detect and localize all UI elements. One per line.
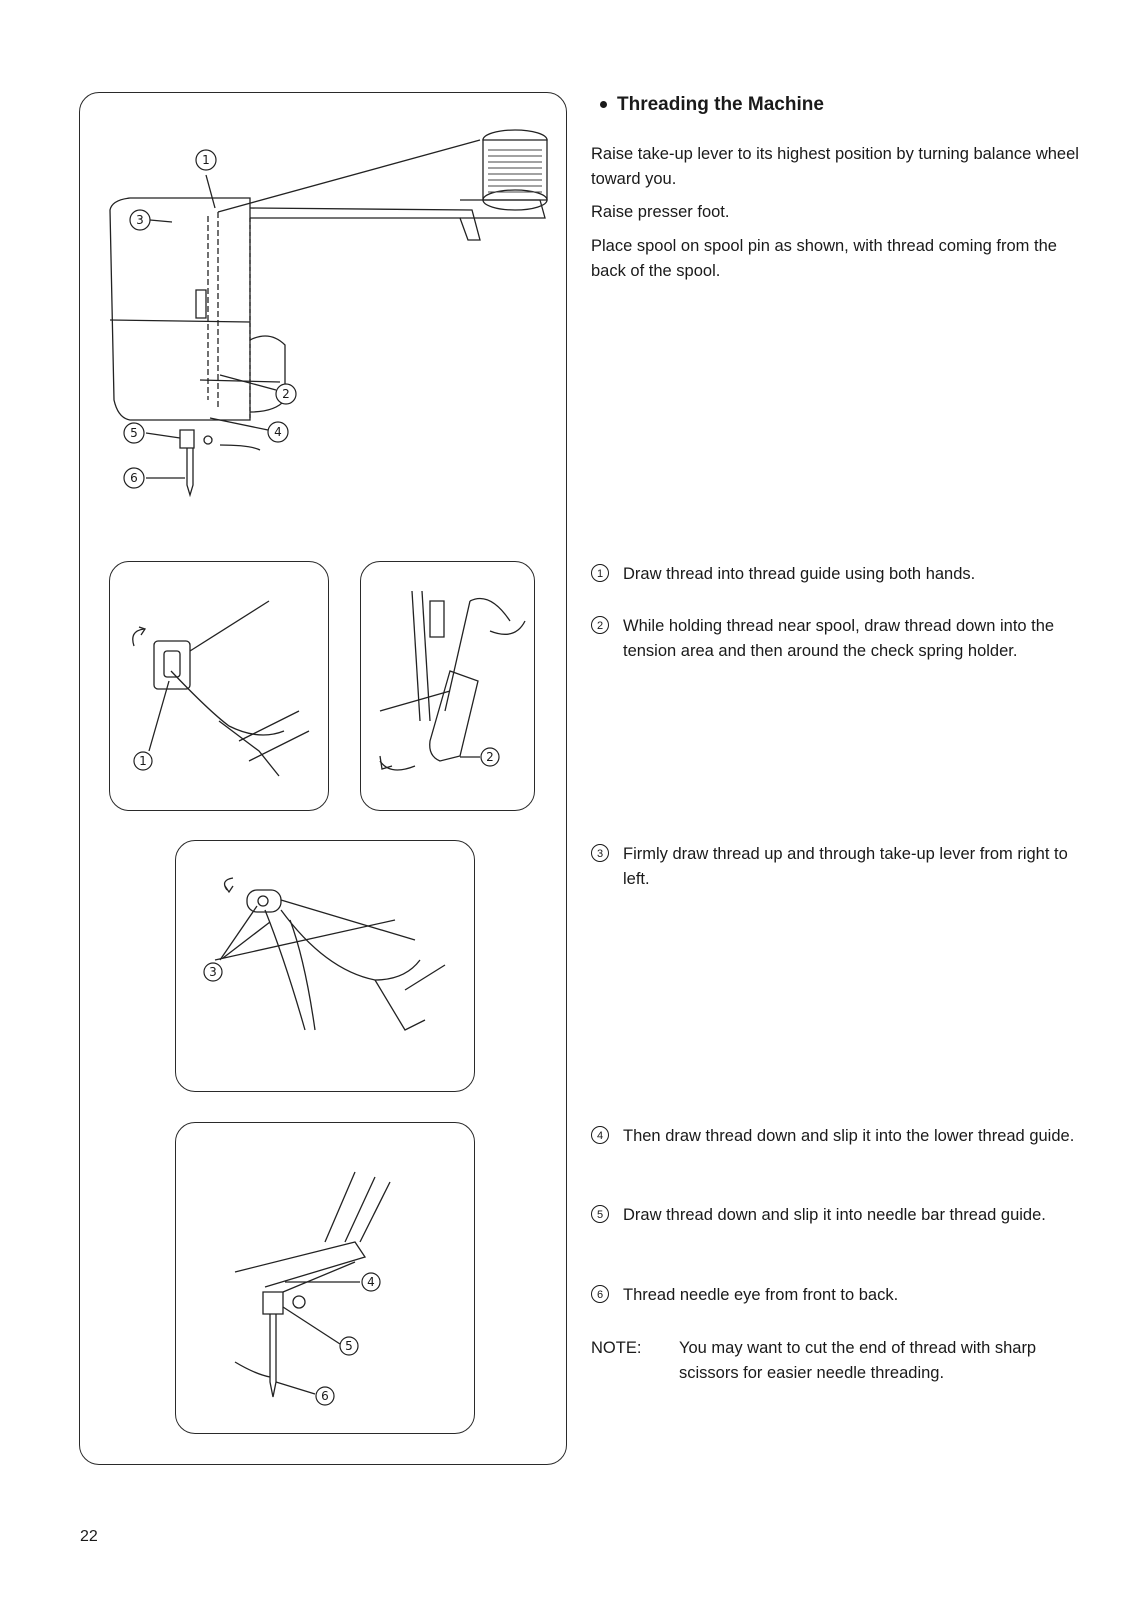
- note-text: You may want to cut the end of thread with sharp scissors for easier needle threading.: [679, 1339, 1037, 1382]
- page-number: 22: [80, 1528, 98, 1545]
- step-1-number: 1: [591, 564, 609, 582]
- step-3-number: 3: [591, 844, 609, 862]
- step-5-text: Draw thread down and slip it into needle bar thread guide.: [623, 1206, 1046, 1224]
- callout-6: 6: [130, 471, 138, 485]
- note: [591, 1336, 1091, 1386]
- step-4: [591, 1124, 1081, 1149]
- thread-guide-illustration: [109, 561, 329, 811]
- step-5: [591, 1203, 1081, 1228]
- callout-4: 4: [274, 425, 282, 439]
- needle-threading-illustration: [175, 1122, 475, 1434]
- panel4-callout-6: 6: [321, 1389, 329, 1403]
- step-3-text: Firmly draw thread up and through take-up lever from right to left.: [623, 845, 1068, 888]
- step-3: [591, 842, 1081, 892]
- panel4-callout-4: 4: [367, 1275, 375, 1289]
- intro-paragraph-3: Place spool on spool pin as shown, with thread coming from the back of the spool.: [591, 237, 1057, 280]
- step-4-number: 4: [591, 1126, 609, 1144]
- intro-paragraph-2: Raise presser foot.: [591, 203, 730, 221]
- step-5-number: 5: [591, 1205, 609, 1223]
- callout-5: 5: [130, 426, 138, 440]
- panel4-callout-5: 5: [345, 1339, 353, 1353]
- intro-paragraph-1: Raise take-up lever to its highest position by turning balance wheel toward you.: [591, 145, 1079, 188]
- callout-3: 3: [136, 213, 144, 227]
- machine-overview-illustration: [100, 100, 560, 520]
- step-1-text: Draw thread into thread guide using both hands.: [623, 565, 976, 583]
- note-label: NOTE:: [591, 1339, 642, 1357]
- step-2-text: While holding thread near spool, draw thread down into the tension area and then around the check spring holder.: [623, 617, 1055, 660]
- step-2-number: 2: [591, 616, 609, 634]
- step-1: [591, 562, 1081, 587]
- step-6: [591, 1283, 1081, 1308]
- section-title: Threading the Machine: [617, 94, 824, 115]
- take-up-lever-illustration: [175, 840, 475, 1092]
- panel1-callout-1: 1: [139, 754, 147, 768]
- step-6-number: 6: [591, 1285, 609, 1303]
- callout-2: 2: [282, 387, 290, 401]
- step-6-text: Thread needle eye from front to back.: [623, 1286, 899, 1304]
- panel3-callout-3: 3: [209, 965, 217, 979]
- callout-1: 1: [202, 153, 210, 167]
- panel2-callout-2: 2: [486, 750, 494, 764]
- tension-area-illustration: [360, 561, 535, 811]
- step-4-text: Then draw thread down and slip it into the lower thread guide.: [623, 1127, 1075, 1145]
- title-bullet: [600, 101, 607, 108]
- step-2: [591, 614, 1081, 664]
